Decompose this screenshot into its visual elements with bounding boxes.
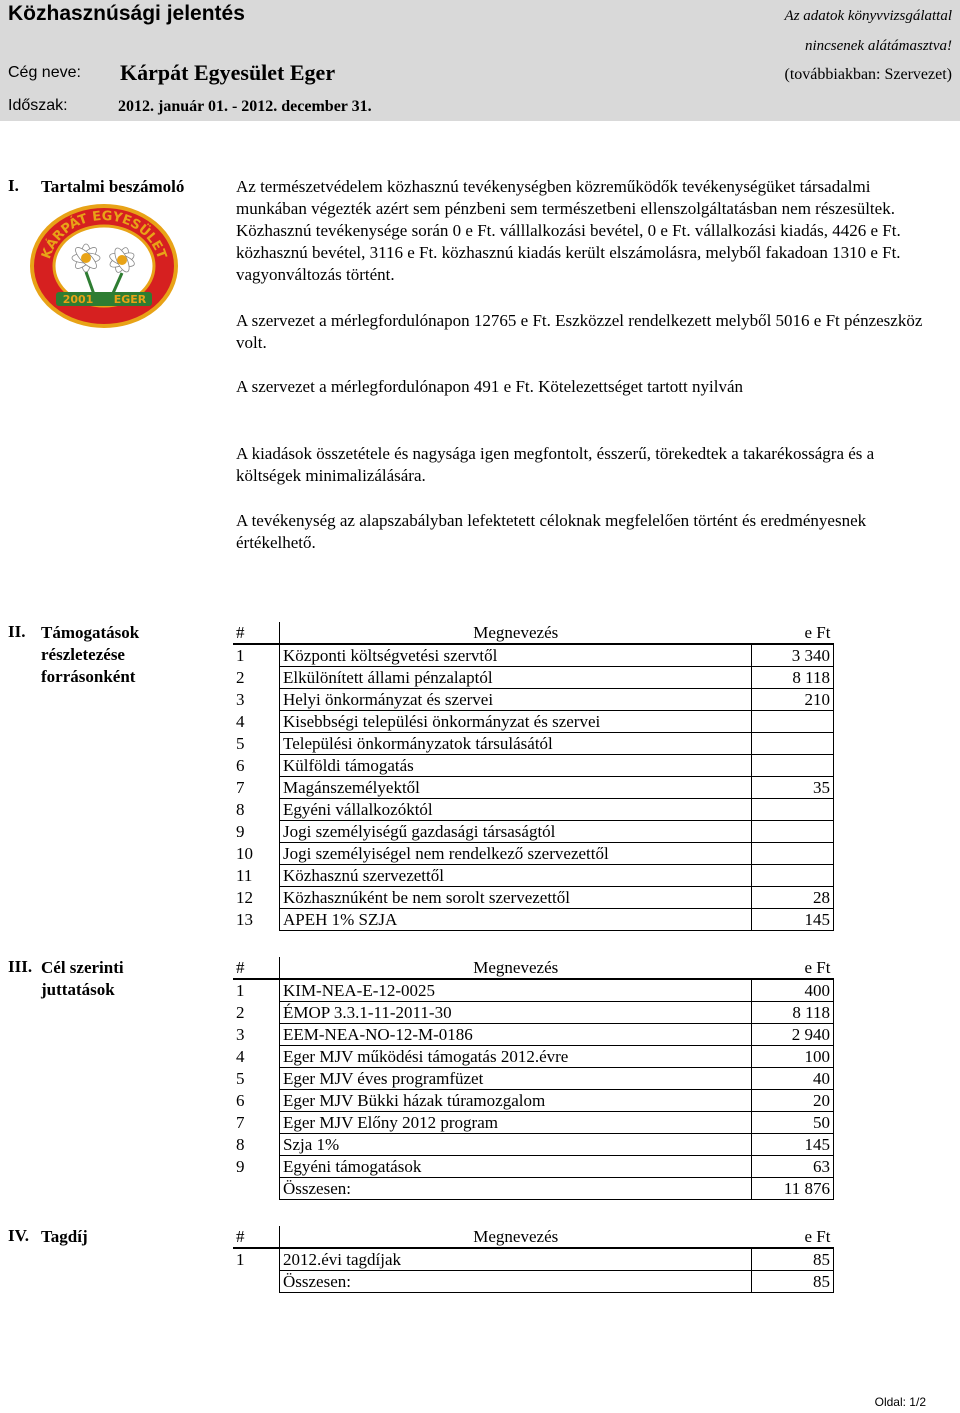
- logo-text-year: 2001: [62, 293, 94, 306]
- row-amount: 3 340: [752, 644, 834, 667]
- row-name: Eger MJV Bükki házak túramozgalom: [280, 1090, 752, 1112]
- row-amount: [752, 821, 834, 843]
- row-name: Külföldi támogatás: [280, 755, 752, 777]
- row-name: Szja 1%: [280, 1134, 752, 1156]
- table-row: [233, 644, 834, 667]
- row-amount: [752, 865, 834, 887]
- section2-number: II.: [8, 622, 26, 641]
- row-name: Eger MJV működési támogatás 2012.évre: [280, 1046, 752, 1068]
- row-amount: [752, 755, 834, 777]
- table-row: [233, 799, 834, 821]
- table-row: [233, 777, 834, 799]
- row-number: 2: [236, 668, 245, 687]
- table-row: [233, 1134, 834, 1156]
- section1-title: Tartalmi beszámoló: [41, 177, 185, 196]
- col-header-name: Megnevezés: [280, 1226, 752, 1248]
- table-row: [233, 865, 834, 887]
- table-row: [233, 821, 834, 843]
- row-name: Közhasznú szervezettől: [280, 865, 752, 887]
- row-name: Jogi személyiségű gazdasági társaságtól: [280, 821, 752, 843]
- col-header-name: Megnevezés: [280, 957, 752, 979]
- audit-note-line2: nincsenek alátámasztva!: [804, 38, 952, 54]
- row-number: 4: [236, 712, 245, 731]
- row-number: 3: [236, 1025, 245, 1044]
- section1-paragraph-5: A tevékenység az alapszabályban lefektetett céloknak megfelelően történt és eredményesnek értékelhető.: [236, 511, 867, 552]
- org-label: Cég neve:: [8, 64, 81, 81]
- table-header-row: [233, 622, 834, 644]
- row-amount: 2 940: [752, 1024, 834, 1046]
- row-name: 2012.évi tagdíjak: [280, 1248, 752, 1271]
- row-name: ÉMOP 3.3.1-11-2011-30: [280, 1002, 752, 1024]
- table-header-row: [233, 1226, 834, 1248]
- row-number: 6: [236, 756, 245, 775]
- total-spacer: [233, 1178, 280, 1200]
- table-row: [233, 733, 834, 755]
- table-row: [233, 667, 834, 689]
- table-row: [233, 1046, 834, 1068]
- table-row: [233, 1024, 834, 1046]
- table-row: [233, 1090, 834, 1112]
- total-amount: 11 876: [752, 1178, 834, 1200]
- row-amount: 145: [752, 1134, 834, 1156]
- section4-title: Tagdíj: [41, 1227, 88, 1246]
- row-name: Magánszemélyektől: [280, 777, 752, 799]
- org-name: Kárpát Egyesület Eger: [120, 60, 336, 85]
- row-amount: 400: [752, 979, 834, 1002]
- row-amount: 20: [752, 1090, 834, 1112]
- row-name: Kisebbségi települési önkormányzat és szervei: [280, 711, 752, 733]
- period-label: Időszak:: [8, 97, 68, 114]
- row-name: Települési önkormányzatok társulásától: [280, 733, 752, 755]
- row-amount: 8 118: [752, 667, 834, 689]
- logo-text-top: KÁRPÁT EGYESÜLET: [39, 208, 169, 262]
- row-name: Eger MJV Előny 2012 program: [280, 1112, 752, 1134]
- row-name: Egyéni vállalkozóktól: [280, 799, 752, 821]
- total-row: [233, 1271, 834, 1293]
- row-number: 5: [236, 734, 245, 753]
- row-number: 1: [236, 646, 245, 666]
- section3-title: Cél szerinti juttatások: [41, 958, 124, 999]
- section1-paragraph-3: A szervezet a mérlegfordulónapon 491 e Ft. Kötelezettséget tartott nyilván: [236, 377, 743, 396]
- purpose-grants-table: [233, 957, 834, 1200]
- organization-logo: [26, 200, 182, 328]
- table-row: [233, 1068, 834, 1090]
- row-number: 8: [236, 1135, 245, 1154]
- total-amount: 85: [752, 1271, 834, 1293]
- table-row: [233, 689, 834, 711]
- section2-title: Támogatások részletezése forrásonként: [41, 623, 140, 686]
- row-name: Eger MJV éves programfüzet: [280, 1068, 752, 1090]
- row-amount: [752, 711, 834, 733]
- row-amount: 63: [752, 1156, 834, 1178]
- row-number: 10: [236, 844, 253, 863]
- total-label: Összesen:: [280, 1271, 752, 1293]
- report-header: [0, 0, 960, 121]
- row-number: 1: [236, 1250, 245, 1270]
- row-name: EEM-NEA-NO-12-M-0186: [280, 1024, 752, 1046]
- row-number: 7: [236, 1113, 245, 1132]
- table-row: [233, 887, 834, 909]
- table-row: [233, 1248, 834, 1271]
- table-row: [233, 755, 834, 777]
- row-amount: 85: [752, 1248, 834, 1271]
- row-amount: 8 118: [752, 1002, 834, 1024]
- row-amount: [752, 733, 834, 755]
- row-number: 3: [236, 690, 245, 709]
- row-amount: 28: [752, 887, 834, 909]
- support-sources-table: [233, 622, 834, 931]
- table-row: [233, 711, 834, 733]
- period-value: 2012. január 01. - 2012. december 31.: [118, 98, 372, 115]
- row-amount: 50: [752, 1112, 834, 1134]
- row-number: 13: [236, 910, 253, 929]
- row-name: KIM-NEA-E-12-0025: [280, 979, 752, 1002]
- row-number: 7: [236, 778, 245, 797]
- section1-paragraph-4: A kiadások összetétele és nagysága igen megfontolt, ésszerű, törekedtek a takarékosságra és a költségek minimalizálására.: [236, 444, 875, 485]
- total-spacer: [233, 1271, 280, 1293]
- row-name: Egyéni támogatások: [280, 1156, 752, 1178]
- row-amount: [752, 799, 834, 821]
- row-amount: 210: [752, 689, 834, 711]
- row-amount: [752, 843, 834, 865]
- table-row: [233, 1112, 834, 1134]
- report-title: Közhasznúsági jelentés: [8, 2, 245, 25]
- table-row: [233, 909, 834, 931]
- table-row: [233, 1002, 834, 1024]
- total-row: [233, 1178, 834, 1200]
- row-name: Helyi önkormányzat és szervei: [280, 689, 752, 711]
- logo-text-city: EGER: [113, 293, 147, 306]
- row-name: APEH 1% SZJA: [280, 909, 752, 931]
- row-number: 2: [236, 1003, 245, 1022]
- col-header-amount: e Ft: [752, 957, 834, 979]
- table-row: [233, 843, 834, 865]
- col-header-num: #: [233, 957, 280, 979]
- col-header-amount: e Ft: [752, 1226, 834, 1248]
- logo-emblem-icon: [26, 200, 182, 328]
- row-number: 4: [236, 1047, 245, 1066]
- row-name: Jogi személyiségel nem rendelkező szervezettől: [280, 843, 752, 865]
- row-name: Központi költségvetési szervtől: [280, 644, 752, 667]
- total-label: Összesen:: [280, 1178, 752, 1200]
- section1-paragraph-1: Az természetvédelem közhasznú tevékenységben közreműködők tevékenységüket társadalmi munkában végezték azért sem pénzbeni sem természetbeni ellenszolgáltatásban nem részesültek. Közhasznú tevékenysége során 0 e Ft. válllalkozási bevétel, 0 e Ft. vállalkozási kiadás, 4426 e Ft. közhasznú bevétel, 3116 e Ft. közhasznú kiadás került elszámolásra, melyből fakadoan 1310 e Ft. vagyonváltozás történt.: [236, 177, 901, 284]
- row-number: 6: [236, 1091, 245, 1110]
- row-number: 5: [236, 1069, 245, 1088]
- row-name: Közhasznúként be nem sorolt szervezettől: [280, 887, 752, 909]
- col-header-num: #: [233, 622, 280, 644]
- row-number: 12: [236, 888, 253, 907]
- row-number: 1: [236, 981, 245, 1001]
- table-header-row: [233, 957, 834, 979]
- section1-number: I.: [8, 176, 19, 195]
- row-amount: 40: [752, 1068, 834, 1090]
- row-amount: 100: [752, 1046, 834, 1068]
- col-header-amount: e Ft: [752, 622, 834, 644]
- table-row: [233, 1156, 834, 1178]
- audit-note-line1: Az adatok könyvvizsgálattal: [784, 8, 952, 24]
- col-header-name: Megnevezés: [280, 622, 752, 644]
- row-amount: 145: [752, 909, 834, 931]
- row-number: 9: [236, 822, 245, 841]
- col-header-num: #: [233, 1226, 280, 1248]
- row-amount: 35: [752, 777, 834, 799]
- org-note: (továbbiakban: Szervezet): [784, 66, 952, 83]
- row-name: Elkülönített állami pénzalaptól: [280, 667, 752, 689]
- section1-paragraph-2: A szervezet a mérlegfordulónapon 12765 e Ft. Eszközzel rendelkezett melyből 5016 e Ft pénzeszköz volt.: [236, 311, 923, 352]
- membership-fee-table: [233, 1226, 834, 1293]
- row-number: 11: [236, 866, 253, 885]
- row-number: 8: [236, 800, 245, 819]
- table-row: [233, 979, 834, 1002]
- section3-number: III.: [8, 957, 33, 976]
- page-number: Oldal: 1/2: [874, 1395, 926, 1409]
- section4-number: IV.: [8, 1226, 29, 1245]
- row-number: 9: [236, 1157, 245, 1176]
